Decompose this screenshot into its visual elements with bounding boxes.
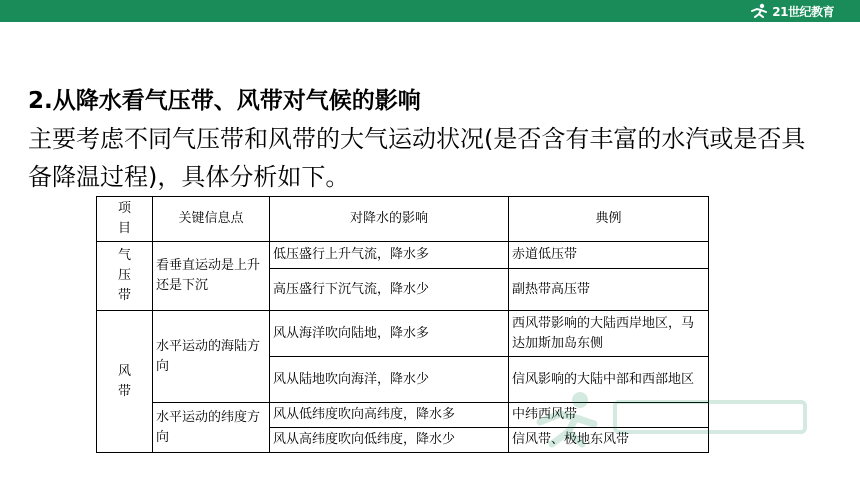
- table-cell-effect: 风从高纬度吹向低纬度，降水少: [270, 428, 509, 453]
- intro-paragraph: 主要考虑不同气压带和风带的大气运动状况(是否含有丰富的水汽或是否具备降温过程)，具体分析如下。: [28, 125, 806, 191]
- table-row: [97, 242, 709, 269]
- wind-sea-land-key-cell: 水平运动的海陆方向: [153, 311, 270, 403]
- table-cell-example: 赤道低压带: [509, 242, 709, 269]
- header-bar: [0, 0, 860, 22]
- brand-logo: [748, 2, 834, 20]
- pressure-belt-label: 气 压 带: [97, 242, 153, 311]
- table-cell-example: 副热带高压带: [509, 269, 709, 311]
- table-cell-example: 信风带、极地东风带: [509, 428, 709, 453]
- table-cell-example: 西风带影响的大陆西岸地区，马达加斯加岛东侧: [509, 311, 709, 357]
- section-heading: 2.从降水看气压带、风带对气候的影响: [28, 88, 421, 114]
- wind-latitude-key-cell: 水平运动的纬度方向: [153, 403, 270, 453]
- table-cell-effect: 高压盛行下沉气流，降水少: [270, 269, 509, 311]
- table-cell-effect: 低压盛行上升气流，降水多: [270, 242, 509, 269]
- table-row: [97, 403, 709, 428]
- runner-icon: [748, 3, 770, 19]
- logo-text: 21世纪教育: [772, 4, 834, 19]
- table-cell-example: 中纬西风带: [509, 403, 709, 428]
- precipitation-table: [96, 196, 709, 453]
- table-cell-effect: 风从海洋吹向陆地，降水多: [270, 311, 509, 357]
- table-cell-example: 信风影响的大陆中部和西部地区: [509, 357, 709, 403]
- table-cell-effect: 风从低纬度吹向高纬度，降水多: [270, 403, 509, 428]
- header-key-info: 关键信息点: [153, 197, 270, 242]
- header-effect: 对降水的影响: [270, 197, 509, 242]
- header-example: 典例: [509, 197, 709, 242]
- table-header-row: [97, 197, 709, 242]
- wind-belt-label: 风 带: [97, 311, 153, 453]
- table-row: [97, 311, 709, 357]
- header-item: 项 目: [97, 197, 153, 242]
- table-cell-effect: 风从陆地吹向海洋，降水少: [270, 357, 509, 403]
- pressure-key-cell: 看垂直运动是上升还是下沉: [153, 242, 270, 311]
